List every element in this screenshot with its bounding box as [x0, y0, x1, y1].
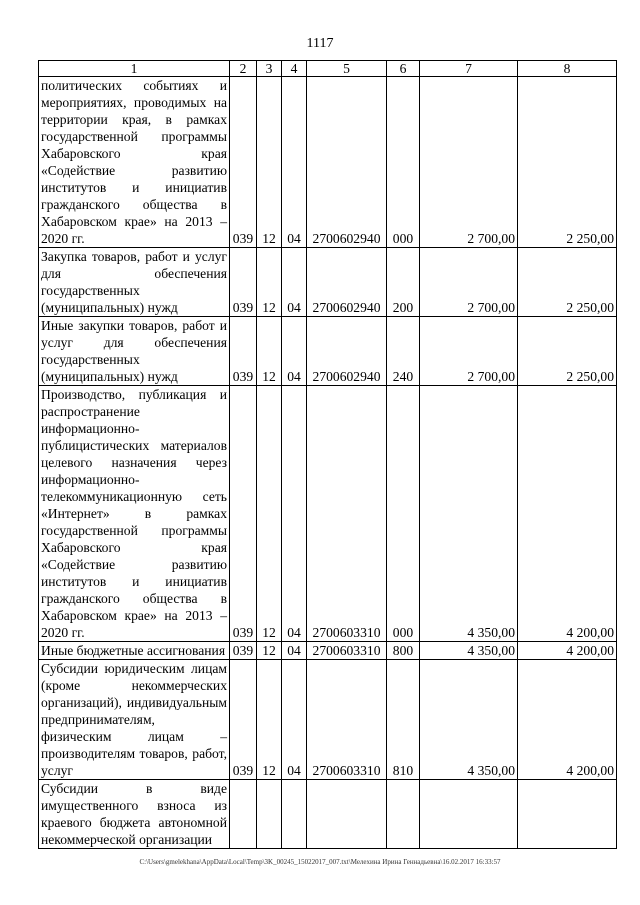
amount-col8: 4 200,00 [518, 642, 617, 660]
amount-col7: 2 700,00 [420, 317, 518, 386]
target-article-code: 2700602940 [307, 77, 387, 248]
column-header: 8 [518, 61, 617, 77]
target-article-code [307, 780, 387, 849]
column-header: 2 [230, 61, 257, 77]
target-article-code: 2700603310 [307, 642, 387, 660]
admin-code: 039 [230, 77, 257, 248]
admin-code: 039 [230, 248, 257, 317]
section-code: 12 [257, 317, 282, 386]
row-description: Субсидии юридическим лицам (кроме некоммерческих организаций), индивидуальным предпринимателям, физическим лицам – производителям товаров, работ, услуг [39, 660, 230, 780]
amount-col7 [420, 780, 518, 849]
table-row [39, 248, 617, 317]
table-row [39, 780, 617, 849]
page-number: 1117 [306, 36, 334, 51]
subsection-code: 04 [282, 642, 307, 660]
amount-col8: 4 200,00 [518, 386, 617, 642]
row-description: Закупка товаров, работ и услуг для обеспечения государственных (муниципальных) нужд [39, 248, 230, 317]
row-description: Производство, публикация и распространение информационно-публицистических материалов целевого назначения через информационно-телекоммуникационную сеть «Интернет» в рамках государственной программы Хабаровского края «Содействие развитию институтов и инициатив гражданского общества в Хабаровском крае» на 2013 – 2020 гг. [39, 386, 230, 642]
row-description: Иные закупки товаров, работ и услуг для обеспечения государственных (муниципальных) нужд [39, 317, 230, 386]
table-row [39, 317, 617, 386]
table-header-row [39, 61, 617, 77]
section-code: 12 [257, 386, 282, 642]
amount-col8: 2 250,00 [518, 317, 617, 386]
admin-code: 039 [230, 660, 257, 780]
column-header: 4 [282, 61, 307, 77]
column-header: 6 [387, 61, 420, 77]
amount-col7: 4 350,00 [420, 642, 518, 660]
column-header: 3 [257, 61, 282, 77]
subsection-code: 04 [282, 317, 307, 386]
expense-type-code: 810 [387, 660, 420, 780]
table-row [39, 386, 617, 642]
section-code: 12 [257, 642, 282, 660]
admin-code: 039 [230, 386, 257, 642]
amount-col7: 2 700,00 [420, 77, 518, 248]
target-article-code: 2700602940 [307, 317, 387, 386]
amount-col8: 2 250,00 [518, 248, 617, 317]
admin-code [230, 780, 257, 849]
amount-col7: 2 700,00 [420, 248, 518, 317]
expense-type-code: 800 [387, 642, 420, 660]
section-code: 12 [257, 660, 282, 780]
column-header: 1 [39, 61, 230, 77]
subsection-code: 04 [282, 248, 307, 317]
target-article-code: 2700602940 [307, 248, 387, 317]
file-path-footer: C:\Users\gmelekhana\AppData\Local\Temp\3K_00245_15022017_007.txt\Мелехина Ирина Геннадьевна\16.02.2017 16:33:57 [139, 858, 501, 866]
section-code [257, 780, 282, 849]
table-row [39, 642, 617, 660]
section-code: 12 [257, 77, 282, 248]
admin-code: 039 [230, 642, 257, 660]
amount-col8: 2 250,00 [518, 77, 617, 248]
column-header: 5 [307, 61, 387, 77]
expense-type-code: 200 [387, 248, 420, 317]
expense-type-code: 240 [387, 317, 420, 386]
expense-type-code: 000 [387, 77, 420, 248]
subsection-code: 04 [282, 77, 307, 248]
row-description: политических событиях и мероприятиях, проводимых на территории края, в рамках государственной программы Хабаровского края «Содействие развитию институтов и инициатив гражданского общества в Хабаровском крае» на 2013 – 2020 гг. [39, 77, 230, 248]
amount-col8 [518, 780, 617, 849]
amount-col8: 4 200,00 [518, 660, 617, 780]
target-article-code: 2700603310 [307, 386, 387, 642]
budget-table [38, 60, 617, 849]
subsection-code [282, 780, 307, 849]
target-article-code: 2700603310 [307, 660, 387, 780]
table-row [39, 77, 617, 248]
admin-code: 039 [230, 317, 257, 386]
row-description: Иные бюджетные ассигнования [39, 642, 230, 660]
expense-type-code [387, 780, 420, 849]
expense-type-code: 000 [387, 386, 420, 642]
column-header: 7 [420, 61, 518, 77]
amount-col7: 4 350,00 [420, 386, 518, 642]
section-code: 12 [257, 248, 282, 317]
table-row [39, 660, 617, 780]
subsection-code: 04 [282, 660, 307, 780]
row-description: Субсидии в виде имущественного взноса из краевого бюджета автономной некоммерческой организации [39, 780, 230, 849]
subsection-code: 04 [282, 386, 307, 642]
amount-col7: 4 350,00 [420, 660, 518, 780]
